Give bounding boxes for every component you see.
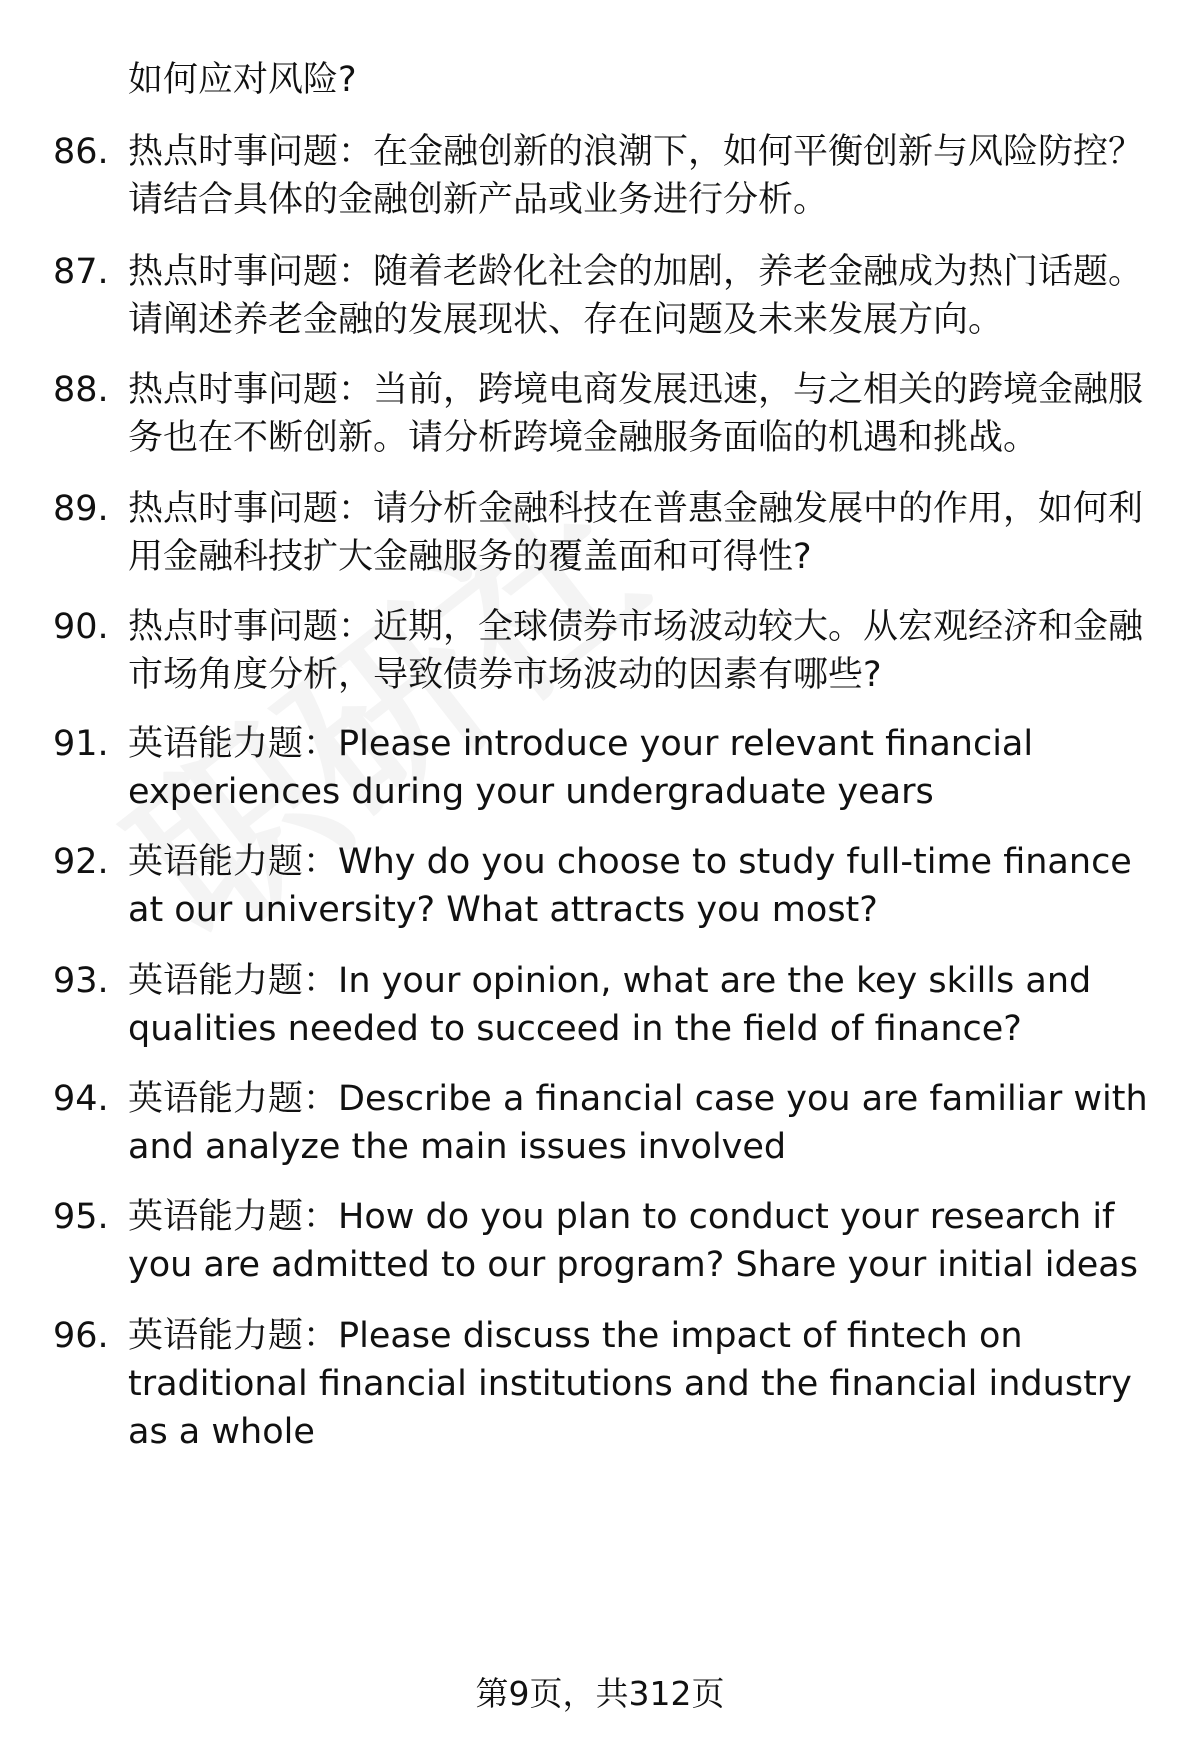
question-text: 英语能力题：In your opinion, what are the key skills and qualities needed to succeed in the field of finance? <box>128 961 1092 1049</box>
question-number: 94. <box>53 1079 109 1119</box>
page-footer: 第9页，共312页 <box>475 1674 725 1713</box>
question-text: 热点时事问题：当前，跨境电商发展迅速，与之相关的跨境金融服务也在不断创新。请分析跨境金融服务面临的机遇和挑战。 <box>128 370 1144 458</box>
question-number: 90. <box>53 607 109 647</box>
question-text: 英语能力题：Describe a financial case you are familiar with and analyze the main issues involved <box>128 1079 1148 1167</box>
question-text: 热点时事问题：请分析金融科技在普惠金融发展中的作用，如何利用金融科技扩大金融服务的覆盖面和可得性? <box>128 489 1144 577</box>
question-text: 热点时事问题：在金融创新的浪潮下，如何平衡创新与风险防控？请结合具体的金融创新产品或业务进行分析。 <box>128 132 1144 220</box>
question-number: 86. <box>53 132 109 172</box>
question-number: 89. <box>53 489 109 529</box>
question-number: 88. <box>53 370 109 410</box>
question-text: 英语能力题：How do you plan to conduct your research if you are admitted to our program? Share your initial ideas <box>128 1197 1138 1285</box>
question-text: 英语能力题：Why do you choose to study full-time finance at our university? What attracts you most? <box>128 842 1132 930</box>
question-text: 英语能力题：Please discuss the impact of fintech on traditional financial institutions and the financial industry as a whole <box>128 1316 1132 1452</box>
question-number: 91. <box>53 724 109 764</box>
question-number: 96. <box>53 1316 109 1356</box>
question-text: 热点时事问题：近期，全球债券市场波动较大。从宏观经济和金融市场角度分析，导致债券市场波动的因素有哪些? <box>128 607 1144 695</box>
question-number: 87. <box>53 252 109 292</box>
question-number: 92. <box>53 842 109 882</box>
question-number: 93. <box>53 961 109 1001</box>
question-text: 英语能力题：Please introduce your relevant financial experiences during your undergraduate years <box>128 724 1034 812</box>
question-text: 热点时事问题：随着老龄化社会的加剧，养老金融成为热门话题。请阐述养老金融的发展现状、存在问题及未来发展方向。 <box>128 252 1144 340</box>
continuation-text: 如何应对风险? <box>128 60 357 100</box>
question-number: 95. <box>53 1197 109 1237</box>
